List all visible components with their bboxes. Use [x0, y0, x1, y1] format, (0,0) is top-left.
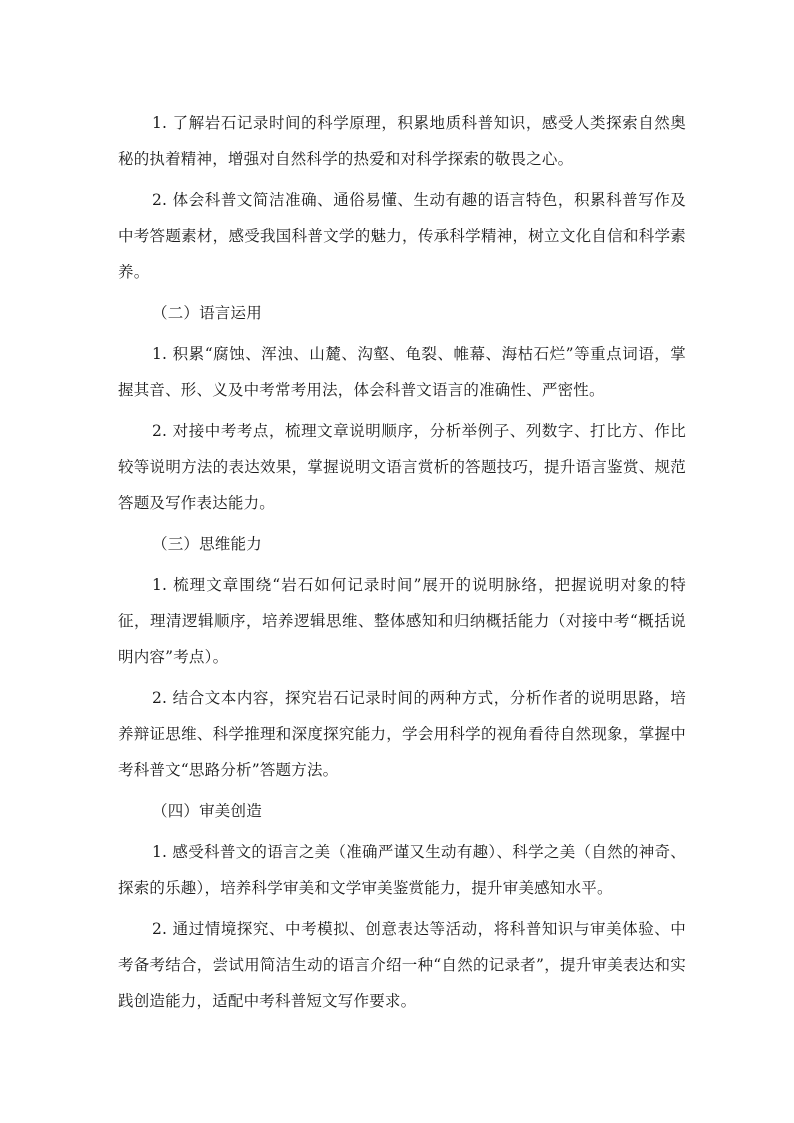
para-8: 2. 通过情境探究、中考模拟、创意表达等活动，将科普知识与审美体验、中考备考结合，尝试用简洁生动的语言介绍一种“自然的记录者”，提升审美表达和实践创造能力，适配中考科普短文写作要求。	[118, 920, 686, 1010]
para-7: 1. 感受科普文的语言之美（准确严谨又生动有趣）、科学之美（自然的神奇、探索的乐趣），培养科学审美和文学审美鉴赏能力，提升审美感知水平。	[118, 843, 686, 897]
para-3: 1. 积累“腐蚀、浑浊、山麓、沟壑、龟裂、帷幕、海枯石烂”等重点词语，掌握其音、形、义及中考常考用法，体会科普文语言的准确性、严密性。	[118, 345, 686, 399]
para-6: 2. 结合文本内容，探究岩石记录时间的两种方式，分析作者的说明思路，培养辩证思维、科学推理和深度探究能力，学会用科学的视角看待自然现象，掌握中考科普文“思路分析”答题方法。	[118, 689, 686, 779]
para-1: 1. 了解岩石记录时间的科学原理，积累地质科普知识，感受人类探索自然奥秘的执着精神，增强对自然科学的热爱和对科学探索的敬畏之心。	[118, 114, 686, 168]
para-5: 1. 梳理文章围绕“岩石如何记录时间”展开的说明脉络，把握说明对象的特征，理清逻辑顺序，培养逻辑思维、整体感知和归纳概括能力（对接中考“概括说明内容”考点）。	[118, 576, 686, 666]
document-body	[118, 105, 686, 1024]
section-heading-language: （二）语言运用	[152, 304, 262, 322]
section-heading-aesthetic: （四）审美创造	[152, 802, 262, 820]
para-4: 2. 对接中考考点，梳理文章说明顺序，分析举例子、列数字、打比方、作比较等说明方法的表达效果，掌握说明文语言赏析的答题技巧，提升语言鉴赏、规范答题及写作表达能力。	[118, 422, 686, 512]
para-2: 2. 体会科普文简洁准确、通俗易懂、生动有趣的语言特色，积累科普写作及中考答题素材，感受我国科普文学的魅力，传承科学精神，树立文化自信和科学素养。	[118, 191, 686, 281]
section-heading-thinking: （三）思维能力	[152, 535, 262, 553]
